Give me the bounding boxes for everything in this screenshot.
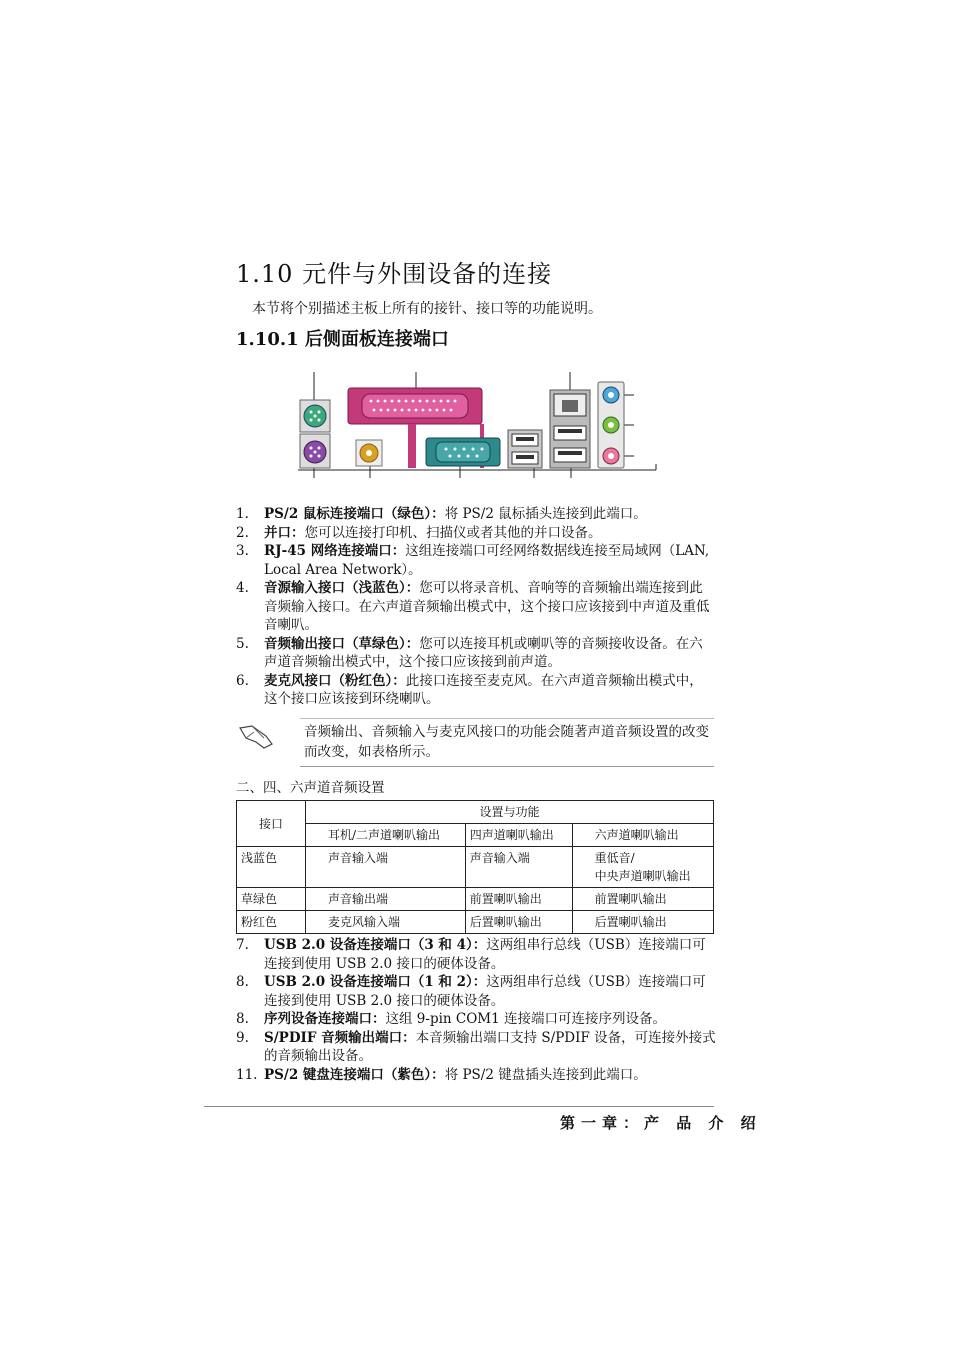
list-item: 7. USB 2.0 设备连接端口（3 和 4）：这两组串行总线（USB）连接端口可连接到使用 USB 2.0 接口的硬体设备。 (236, 937, 706, 972)
list-item: 4. 音源输入接口（浅蓝色）：您可以将录音机、音响等的音频输出端连接到此音频输入接口。在六声道音频输出模式中，这个接口应该接到中声道及重低音喇叭。 (236, 580, 710, 633)
ps2-mouse-port-icon (300, 400, 330, 432)
table-cell: 后置喇叭输出 (465, 911, 572, 934)
table-cell: 前置喇叭输出 (465, 888, 572, 911)
rear-panel-diagram (296, 370, 658, 478)
table-row (237, 911, 714, 934)
table-cell: 草绿色 (237, 888, 306, 911)
table-row (237, 847, 714, 888)
hand-pointer-icon (238, 722, 276, 750)
table-cell: 麦克风输入端 (306, 911, 466, 934)
table-cell: 粉红色 (237, 911, 306, 934)
table-col-header: 四声道喇叭输出 (465, 824, 572, 847)
section-heading: 1.10 元件与外围设备的连接 (236, 260, 553, 288)
subsection-heading: 1.10.1 后侧面板连接端口 (236, 329, 449, 350)
intro-text: 本节将个别描述主板上所有的接针、接口等的功能说明。 (252, 301, 602, 317)
list-item: 5. 音频输出接口（草绿色）：您可以连接耳机或喇叭等的音频接收设备。在六声道音频输出模式中，这个接口应该接到前声道。 (236, 635, 703, 670)
table-header-group: 设置与功能 (306, 801, 714, 824)
table-cell: 声音输入端 (465, 847, 572, 888)
footer-rule (204, 1106, 714, 1107)
list-item: 9. S/PDIF 音频输出端口：本音频输出端口支持 S/PDIF 设备，可连接外接式的音频输出设备。 (236, 1029, 716, 1064)
list-item: 2. 并口：您可以连接打印机、扫描仪或者其他的并口设备。 (236, 524, 602, 541)
port-list-1 (236, 505, 716, 709)
list-item: 8. 序列设备连接端口：这组 9-pin COM1 连接端口可连接序列设备。 (236, 1011, 666, 1027)
table-cell: 声音输入端 (306, 847, 466, 888)
table-cell: 浅蓝色 (237, 847, 306, 888)
list-item: 11. PS/2 键盘连接端口（紫色）：将 PS/2 键盘插头连接到此端口。 (236, 1066, 647, 1083)
table-header-port: 接口 (237, 801, 306, 847)
list-item: 6. 麦克风接口（粉红色）：此接口连接至麦克风。在六声道音频输出模式中，这个接口应该接到环绕喇叭。 (236, 672, 703, 707)
table-cell: 声音输出端 (306, 888, 466, 911)
rj45-usb-stack-icon (550, 390, 590, 468)
table-col-header: 耳机/二声道喇叭输出 (306, 824, 466, 847)
ps2-keyboard-port-icon (300, 434, 330, 468)
port-list-2 (236, 936, 716, 1084)
note-box (236, 718, 714, 768)
chapter-footer: 第一章：产 品 介 绍 (560, 1114, 762, 1132)
audio-config-table (236, 800, 714, 934)
table-row (237, 888, 714, 911)
table-cell: 重低音/ 中央声道喇叭输出 (572, 847, 713, 888)
usb-ports-icon (508, 430, 542, 468)
table-cell: 前置喇叭输出 (572, 888, 713, 911)
spdif-port-icon (356, 440, 382, 466)
audio-jacks-icon (598, 382, 624, 468)
list-item: 1. PS/2 鼠标连接端口（绿色）：将 PS/2 鼠标插头连接到此端口。 (236, 506, 647, 522)
note-text: 音频输出、音频输入与麦克风接口的功能会随著声道音频设置的改变而改变，如表格所示。 (304, 724, 709, 760)
table-cell: 后置喇叭输出 (572, 911, 713, 934)
list-item: 3. RJ-45 网络连接端口：这组连接端口可经网络数据线连接至局域网（LAN, Local Area Network）。 (236, 543, 710, 578)
table-col-header: 六声道喇叭输出 (572, 824, 713, 847)
serial-port-icon (426, 438, 500, 466)
table-caption: 二、四、六声道音频设置 (236, 780, 385, 796)
list-item: 8. USB 2.0 设备连接端口（1 和 2）：这两组串行总线（USB）连接端口可连接到使用 USB 2.0 接口的硬体设备。 (236, 974, 706, 1009)
